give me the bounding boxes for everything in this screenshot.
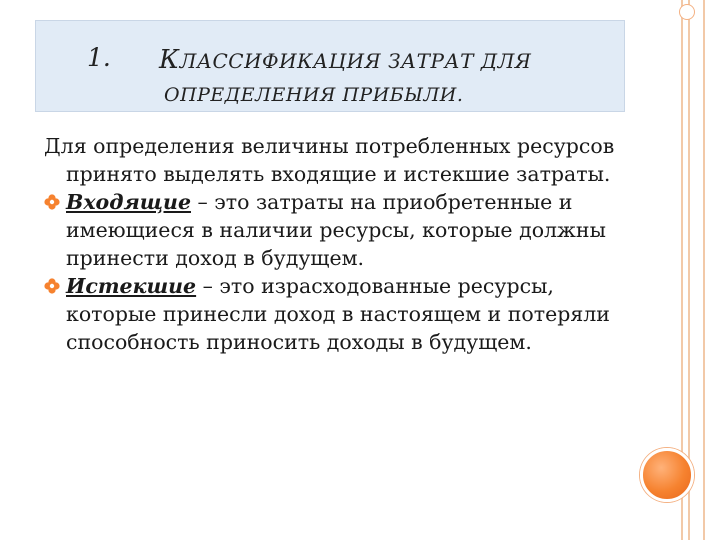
title-initial-letter: К bbox=[159, 45, 180, 75]
bullet-item-expired bbox=[44, 272, 644, 356]
decorative-rail bbox=[703, 0, 705, 540]
title-number: 1. bbox=[87, 43, 111, 72]
title-line-1 bbox=[159, 45, 531, 75]
definition-incoming: – это затраты на приобретенные и имеющиеся в наличии ресурсы, которые должны принести доход в будущем. bbox=[66, 190, 606, 270]
slide-title-box bbox=[35, 20, 625, 112]
bullet-item-incoming bbox=[44, 188, 644, 272]
term-incoming: Входящие bbox=[66, 190, 191, 214]
definition-expired: – это израсходованные ресурсы, которые принесли доход в настоящем и потеряли способность приносить доходы в будущем. bbox=[66, 274, 610, 354]
small-circle-icon bbox=[679, 4, 695, 20]
four-petal-flower-icon bbox=[44, 194, 60, 210]
slide-body bbox=[44, 132, 644, 356]
orange-circle-icon bbox=[640, 448, 694, 502]
intro-paragraph: Для определения величины потребленных ресурсов принято выделять входящие и истекшие затраты. bbox=[44, 134, 615, 186]
term-expired: Истекшие bbox=[66, 274, 197, 298]
title-line-1-rest: ЛАССИФИКАЦИЯ ЗАТРАТ ДЛЯ bbox=[179, 49, 532, 73]
title-line-2: ОПРЕДЕЛЕНИЯ ПРИБЫЛИ. bbox=[164, 84, 464, 106]
four-petal-flower-icon bbox=[44, 278, 60, 294]
